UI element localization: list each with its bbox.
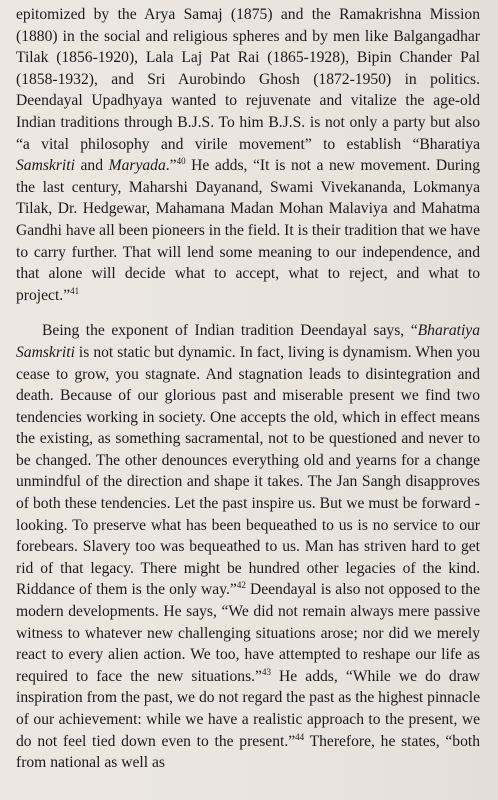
italic-term: Bharatiya Samskriti — [16, 322, 480, 361]
text-run: .” — [165, 157, 177, 175]
text-run: Being the exponent of Indian tradition Deendayal says, “ — [42, 322, 418, 340]
text-run: is not static but dynamic. In fact, living is dynamism. When you cease to grow, you stagnate. And stagnation leads to disintegration and death. Because of our glorious past and miserable present we find two tendencies working in society. One accepts the old, which in effect means the existing, as something sacramental, not to be questioned and never to be changed. The other denounces everything old and yearns for a change unmindful of the direction and shape it takes. The Jan Sangh disapproves of both these tendencies. Let the past inspire us. But we must be forward - looking. To preserve what has been bequeathed to us is no service to our forebears. Slavery too was bequeathed to us. Man has striven hard to get rid of that legacy. There might be hundred other legacies of the kind. Riddance of them is the only way.” — [16, 343, 480, 599]
footnote-ref: 40 — [176, 155, 186, 166]
italic-term: Samskriti — [16, 157, 75, 175]
text-run: epitomized by the Arya Samaj (1875) and the Ramakrishna Mission (1880) in the social and religious spheres and by men like Balgangadhar Tilak (1856-1920), Lala Laj Pat Rai (1865-1928), Bipin Chander Pal (1858-1932), and Sri Aurobindo Ghosh (1872-1950) in politics. Deendayal Upadhyaya wanted to rejuvenate and vitalize the age-old Indian traditions through B.J.S. To him B.J.S. is not only a party but also “a vital philosophy and virile movement” to establish “Bharatiya — [16, 6, 480, 153]
text-run: He adds, “While we do draw inspiration from the past, we do not regard the past as the highest pinnacle of our achievement: while we have a realistic approach to the present, we do not feel tied down even to the present.” — [16, 667, 480, 750]
paragraph — [16, 4, 480, 306]
text-run: He adds, “It is not a new movement. During the last century, Maharshi Dayanand, Swami Vivekananda, Lokmanya Tilak, Dr. Hedgewar, Mahamana Madan Mohan Malaviya and Mahatma Gandhi have all been pioneers in the field. It is their tradition that we have to carry further. That will lend some meaning to our independence, and that alone will decide what to accept, what to reject, and what to project.” — [16, 157, 481, 304]
text-run: and — [74, 157, 109, 175]
paragraph — [16, 320, 480, 773]
text-run: Deendayal is also not opposed to the modern developments. He says, “We did not remain always mere passive witness to whatever new challenging situations arose; nor did we merely react to every alien action. We too, have attempted to reshape our life as required to face the new situations.” — [16, 581, 480, 685]
footnote-ref: 44 — [295, 731, 305, 742]
italic-term: Maryada — [108, 157, 166, 175]
footnote-ref: 43 — [261, 666, 271, 677]
footnote-ref: 42 — [236, 580, 246, 591]
footnote-ref: 41 — [70, 285, 80, 296]
text-run: Therefore, he states, “both from national as well as — [16, 732, 480, 772]
